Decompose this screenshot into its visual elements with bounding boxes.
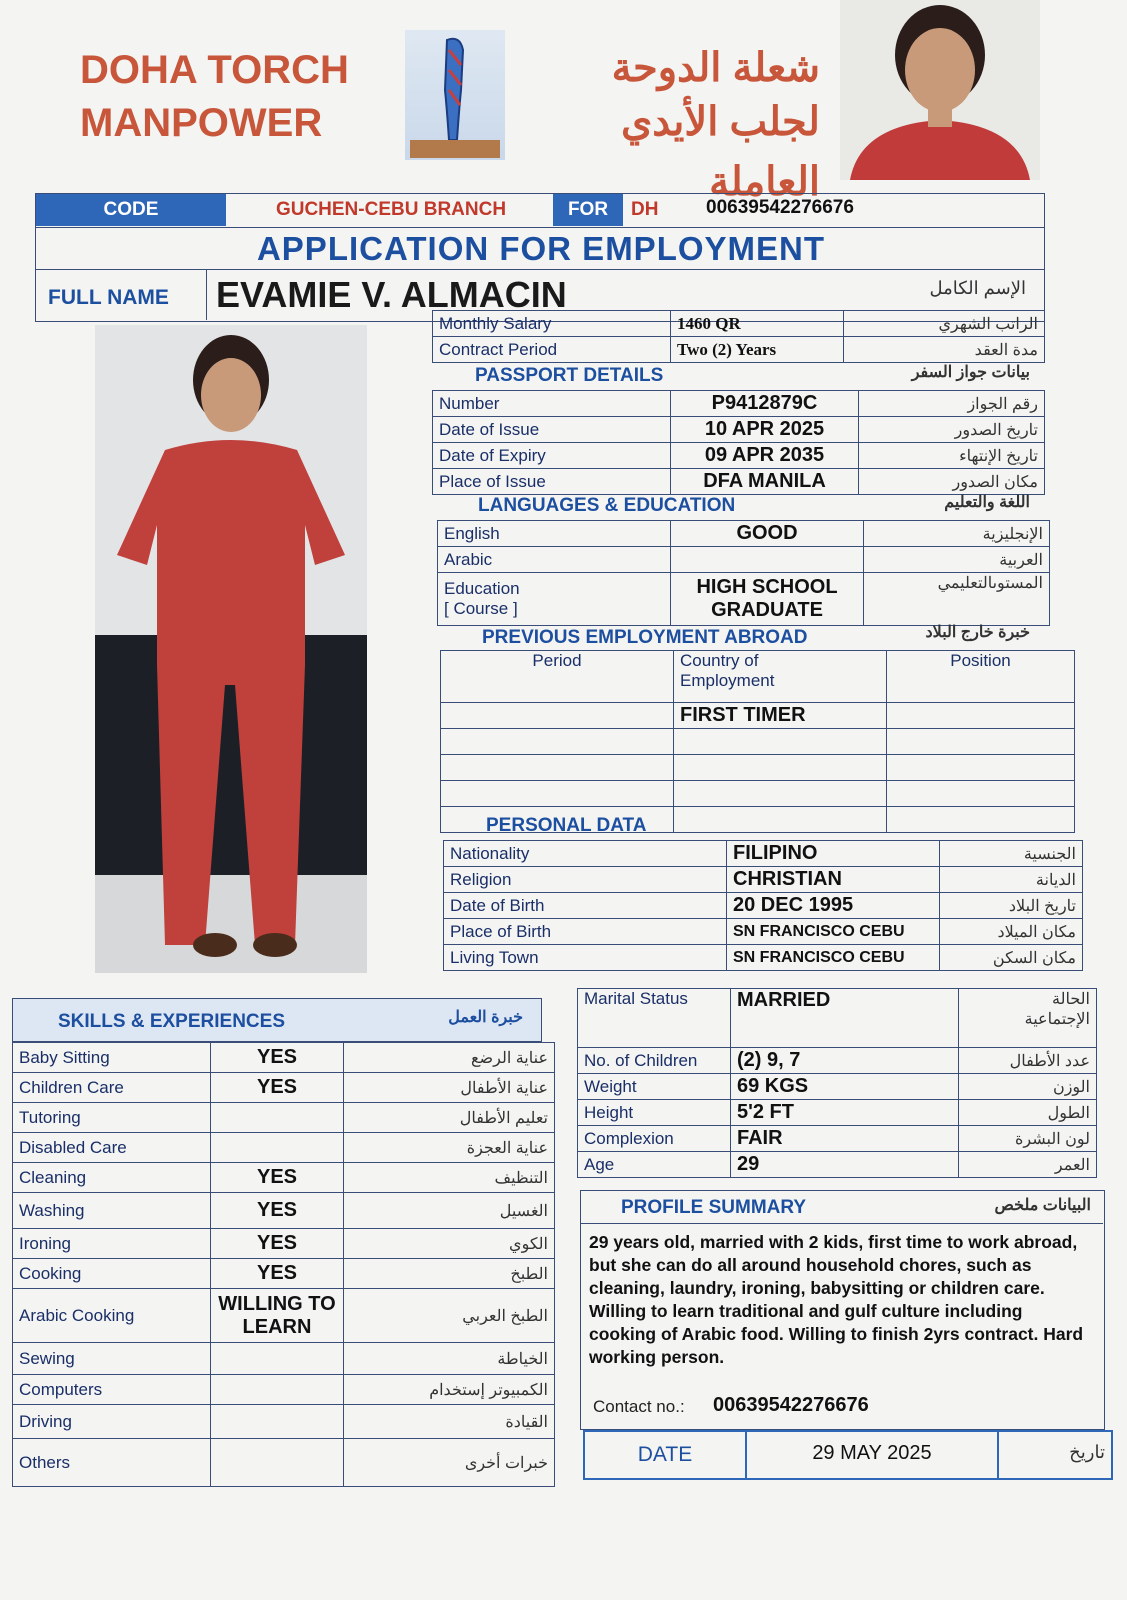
skill-value: YES (211, 1193, 344, 1229)
language-row (438, 547, 1050, 573)
skill-label: Sewing (13, 1343, 211, 1375)
personal-value: 20 DEC 1995 (727, 893, 940, 919)
skill-value (211, 1375, 344, 1405)
skill-label: Ironing (13, 1229, 211, 1259)
personal-row2 (578, 1152, 1097, 1178)
passport-ar: تاريخ الصدور (859, 417, 1045, 443)
language-row (438, 521, 1050, 547)
previous-employment-title-ar: خبرة خارج البلاد (925, 624, 1030, 641)
education-row (438, 573, 1050, 626)
previous-employment-table (440, 650, 1075, 833)
header-phone: 00639542276676 (706, 197, 854, 218)
date-row (583, 1430, 1113, 1480)
date-label-ar: تاريخ (1069, 1442, 1105, 1462)
education-ar: المستوىالتعليمي (864, 573, 1050, 626)
col-country-line2: Employment (680, 671, 775, 690)
skill-row (13, 1229, 555, 1259)
company-name-line1: DOHA TORCH (80, 48, 349, 92)
full-body-photo (95, 325, 367, 973)
personal2-ar: العمر (959, 1152, 1097, 1178)
skill-row (13, 1375, 555, 1405)
personal-row2 (578, 1100, 1097, 1126)
employment-row (441, 755, 1075, 781)
skill-value (211, 1439, 344, 1487)
arabic-ar: العربية (864, 547, 1050, 573)
personal-row (444, 867, 1083, 893)
personal-row2 (578, 1048, 1097, 1074)
skill-ar: عناية الأطفال (344, 1073, 555, 1103)
languages-title: LANGUAGES & EDUCATION (478, 495, 736, 516)
form-title: APPLICATION FOR EMPLOYMENT (256, 230, 826, 267)
personal2-label: Weight (578, 1074, 731, 1100)
skill-row (13, 1439, 555, 1487)
divider (997, 1432, 999, 1478)
col-country-line1: Country of (680, 651, 759, 670)
personal-row (444, 945, 1083, 971)
skill-row (13, 1259, 555, 1289)
education-label: Education (444, 579, 520, 598)
col-position: Position (887, 651, 1075, 703)
personal-row (444, 841, 1083, 867)
skills-header (12, 998, 542, 1042)
skill-row (13, 1043, 555, 1073)
passport-row (433, 443, 1045, 469)
passport-row (433, 417, 1045, 443)
education-value1: HIGH SCHOOL (696, 576, 838, 598)
marital-ar1: الحالة (1052, 991, 1090, 1008)
passport-row (433, 469, 1045, 495)
personal-data-table-2 (577, 988, 1097, 1178)
skill-row (13, 1133, 555, 1163)
passport-label: Date of Expiry (433, 443, 671, 469)
date-label: DATE (637, 1443, 693, 1466)
passport-ar: رقم الجواز (859, 391, 1045, 417)
passport-label: Date of Issue (433, 417, 671, 443)
personal-row (444, 893, 1083, 919)
skill-ar: تعليم الأطفال (344, 1103, 555, 1133)
passport-row (433, 391, 1045, 417)
company-name-ar-line2: لجلب الأيدي العاملة (620, 100, 820, 204)
skill-ar: عناية العجزة (344, 1133, 555, 1163)
skill-row (13, 1289, 555, 1343)
personal-row2 (578, 1126, 1097, 1152)
skill-row (13, 1405, 555, 1439)
marital-label: Marital Status (578, 989, 731, 1048)
arabic-value (671, 547, 864, 573)
personal-value: CHRISTIAN (727, 867, 940, 893)
skill-value: YES (211, 1043, 344, 1073)
contract-value: 1460 QR (671, 311, 844, 337)
skills-title-ar: خبرة العمل (448, 1009, 523, 1026)
contract-row (433, 337, 1045, 363)
skill-label: Others (13, 1439, 211, 1487)
skill-label: Baby Sitting (13, 1043, 211, 1073)
skill-row (13, 1193, 555, 1229)
contract-label: Monthly Salary (433, 311, 671, 337)
skill-ar: خبرات أخرى (344, 1439, 555, 1487)
personal-ar: تاريخ البلاد (940, 893, 1083, 919)
profile-summary-box (580, 1190, 1105, 1430)
skills-title: SKILLS & EXPERIENCES (58, 1011, 285, 1032)
personal-ar: مكان السكن (940, 945, 1083, 971)
skill-label: Cleaning (13, 1163, 211, 1193)
skill-ar: الطبخ (344, 1259, 555, 1289)
marital-ar2: الإجتماعية (1024, 1011, 1090, 1028)
passport-ar: مكان الصدور (859, 469, 1045, 495)
passport-value: 09 APR 2035 (671, 443, 859, 469)
languages-title-ar: اللغة والتعليم (944, 494, 1030, 511)
skill-row (13, 1163, 555, 1193)
skill-ar: التنظيف (344, 1163, 555, 1193)
contract-label: Contract Period (433, 337, 671, 363)
skill-value (211, 1343, 344, 1375)
company-name-ar-line1: شعلة الدوحة (611, 46, 820, 90)
employment-row (441, 729, 1075, 755)
personal2-ar: الوزن (959, 1074, 1097, 1100)
divider (206, 270, 207, 320)
employment-row (441, 781, 1075, 807)
branch-value: GUCHEN-CEBU BRANCH (275, 199, 507, 220)
personal-label: Place of Birth (444, 919, 727, 945)
skill-label: Washing (13, 1193, 211, 1229)
passport-value: P9412879C (671, 391, 859, 417)
contract-row (433, 311, 1045, 337)
skill-label: Children Care (13, 1073, 211, 1103)
passport-table (432, 390, 1045, 495)
employment-country: FIRST TIMER (674, 703, 887, 729)
personal2-label: No. of Children (578, 1048, 731, 1074)
skill-row (13, 1343, 555, 1375)
profile-summary-title-ar: البيانات ملخص (994, 1197, 1091, 1214)
passport-title: PASSPORT DETAILS (475, 365, 664, 386)
date-value: 29 MAY 2025 (812, 1442, 932, 1464)
personal-label: Nationality (444, 841, 727, 867)
languages-table (437, 520, 1050, 626)
full-name-label-ar: الإسم الكامل (929, 278, 1026, 298)
full-name-value: EVAMIE V. ALMACIN (216, 274, 567, 315)
skill-value: YES (211, 1259, 344, 1289)
passport-label: Number (433, 391, 671, 417)
education-course-label: [ Course ] (444, 599, 518, 618)
contact-label: Contact no.: (593, 1397, 685, 1416)
contact-value: 00639542276676 (713, 1394, 869, 1416)
education-value2: GRADUATE (711, 599, 823, 621)
personal-data-title: PERSONAL DATA (486, 815, 647, 836)
personal-ar: مكان الميلاد (940, 919, 1083, 945)
skill-label: Disabled Care (13, 1133, 211, 1163)
english-ar: الإنجليزية (864, 521, 1050, 547)
skill-row (13, 1073, 555, 1103)
passport-label: Place of Issue (433, 469, 671, 495)
personal-value: SN FRANCISCO CEBU (727, 945, 940, 971)
skill-value: YES (211, 1163, 344, 1193)
skill-value (211, 1405, 344, 1439)
skill-ar: الغسيل (344, 1193, 555, 1229)
skill-ar: عناية الرضع (344, 1043, 555, 1073)
skill-label: Cooking (13, 1259, 211, 1289)
personal-row2 (578, 1074, 1097, 1100)
company-name-line2: MANPOWER (80, 101, 323, 145)
skill-value: YES (211, 1229, 344, 1259)
marital-row (578, 989, 1097, 1048)
personal2-value: (2) 9, 7 (731, 1048, 959, 1074)
torch-logo (405, 30, 505, 160)
previous-employment-title: PREVIOUS EMPLOYMENT ABROAD (482, 627, 808, 648)
personal-data-table (443, 840, 1083, 971)
skill-label: Computers (13, 1375, 211, 1405)
skills-table (12, 1042, 555, 1487)
english-value: GOOD (671, 521, 864, 547)
profile-summary-title: PROFILE SUMMARY (621, 1197, 807, 1218)
contract-table (432, 310, 1045, 363)
personal-label: Religion (444, 867, 727, 893)
personal-ar: الجنسية (940, 841, 1083, 867)
personal-row (444, 919, 1083, 945)
contract-ar: مدة العقد (844, 337, 1045, 363)
skill-ar: القيادة (344, 1405, 555, 1439)
personal-value: FILIPINO (727, 841, 940, 867)
skill-ar: الكمبيوتر إستخدام (344, 1375, 555, 1405)
profile-summary-text: 29 years old, married with 2 kids, first time to work abroad, but she can do all around household chores, such as cleaning, laundry, ironing, babysitting or children care. Willing to learn traditional and gulf culture including cooking of Arabic food. Willing to finish 2yrs contract. Hard working person. (589, 1232, 1084, 1367)
col-period: Period (441, 651, 674, 703)
code-label: CODE (36, 194, 226, 226)
for-value: DH (631, 199, 659, 220)
full-name-label: FULL NAME (48, 286, 169, 309)
personal2-ar: الطول (959, 1100, 1097, 1126)
employment-header-row (441, 651, 1075, 703)
skill-value: WILLING TO LEARN (211, 1289, 344, 1343)
passport-value: DFA MANILA (671, 469, 859, 495)
personal-label: Living Town (444, 945, 727, 971)
personal-ar: الديانة (940, 867, 1083, 893)
personal2-value: 5'2 FT (731, 1100, 959, 1126)
employment-row (441, 703, 1075, 729)
personal2-value: 29 (731, 1152, 959, 1178)
passport-title-ar: بيانات جواز السفر (911, 364, 1030, 381)
contract-value: Two (2) Years (671, 337, 844, 363)
divider (581, 1223, 1103, 1224)
skill-label: Driving (13, 1405, 211, 1439)
skill-ar: الخياطة (344, 1343, 555, 1375)
headshot-photo (840, 0, 1040, 180)
passport-ar: تاريخ الإنتهاء (859, 443, 1045, 469)
header-row (35, 193, 1045, 228)
skill-label: Tutoring (13, 1103, 211, 1133)
skill-value (211, 1133, 344, 1163)
skill-value: YES (211, 1073, 344, 1103)
personal2-label: Height (578, 1100, 731, 1126)
skill-value (211, 1103, 344, 1133)
arabic-label: Arabic (438, 547, 671, 573)
personal-value: SN FRANCISCO CEBU (727, 919, 940, 945)
form-title-box (35, 228, 1045, 270)
skill-label: Arabic Cooking (13, 1289, 211, 1343)
english-label: English (438, 521, 671, 547)
personal2-label: Age (578, 1152, 731, 1178)
contract-ar: الراتب الشهري (844, 311, 1045, 337)
marital-value: MARRIED (731, 989, 959, 1048)
personal2-ar: عدد الأطفال (959, 1048, 1097, 1074)
personal-label: Date of Birth (444, 893, 727, 919)
skill-row (13, 1103, 555, 1133)
personal2-label: Complexion (578, 1126, 731, 1152)
personal2-value: 69 KGS (731, 1074, 959, 1100)
skill-ar: الطبخ العربي (344, 1289, 555, 1343)
passport-value: 10 APR 2025 (671, 417, 859, 443)
personal2-ar: لون البشرة (959, 1126, 1097, 1152)
skill-ar: الكوي (344, 1229, 555, 1259)
for-label: FOR (553, 194, 623, 226)
personal2-value: FAIR (731, 1126, 959, 1152)
